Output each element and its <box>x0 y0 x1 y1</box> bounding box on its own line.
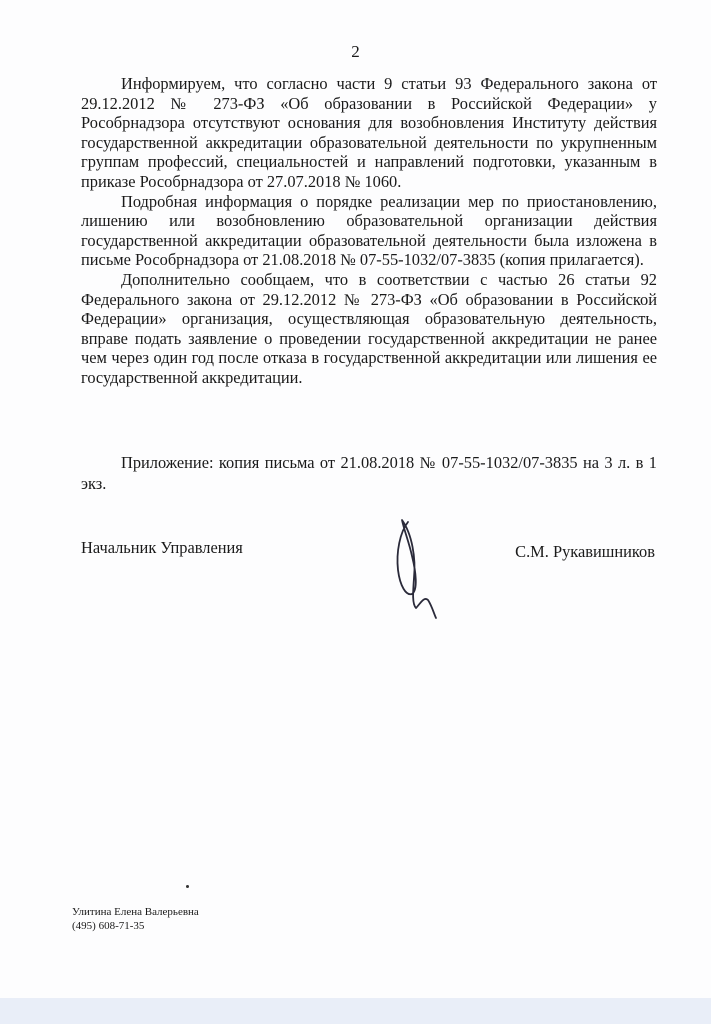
attachment-note: Приложение: копия письма от 21.08.2018 № 07-55-1032/07-3835 на 3 л. в 1 экз. <box>81 453 657 493</box>
scan-bottom-edge <box>0 998 711 1024</box>
paragraph-reapplication: Дополнительно сообщаем, что в соответствии с частью 26 статьи 92 Федерального закона от 29.12.2012 № 273-ФЗ «Об образовании в Российской Федерации» организация, осуществляющая образовательную деятельность, вправе подать заявление о проведении государственной аккредитации не ранее чем через один год после отказа в государственной аккредитации или лишения ее государственной аккредитации. <box>81 269 657 387</box>
page-number: 2 <box>351 42 360 61</box>
stray-dot <box>186 885 189 888</box>
paragraph-procedure-info: Подробная информация о порядке реализации мер по приостановлению, лишению или возобновлению образовательной организации действия государственной аккредитации образовательной деятельности была изложена в письме Рособрнадзора от 21.08.2018 № 07-55-1032/07-3835 (копия прилагается). <box>81 191 657 270</box>
signatory-name: С.М. Рукавишников <box>515 542 655 561</box>
handwritten-signature <box>382 512 452 622</box>
letter-body <box>81 74 657 388</box>
executor-phone: (495) 608-71-35 <box>72 920 145 932</box>
paragraph-accreditation-grounds: Информируем, что согласно части 9 статьи 93 Федерального закона от 29.12.2012 № 273-ФЗ «Об образовании в Российской Федерации» у Рособрнадзора отсутствуют основания для возобновления Институту действия государственной аккредитации образовательной деятельности по укрупненным группам профессий, специальностей и направлений подготовки, указанным в приказе Рособрнадзора от 27.07.2018 № 1060. <box>81 74 657 191</box>
executor-info <box>72 905 199 933</box>
executor-name: Улитина Елена Валерьевна <box>72 906 199 918</box>
signatory-title: Начальник Управления <box>81 538 243 557</box>
